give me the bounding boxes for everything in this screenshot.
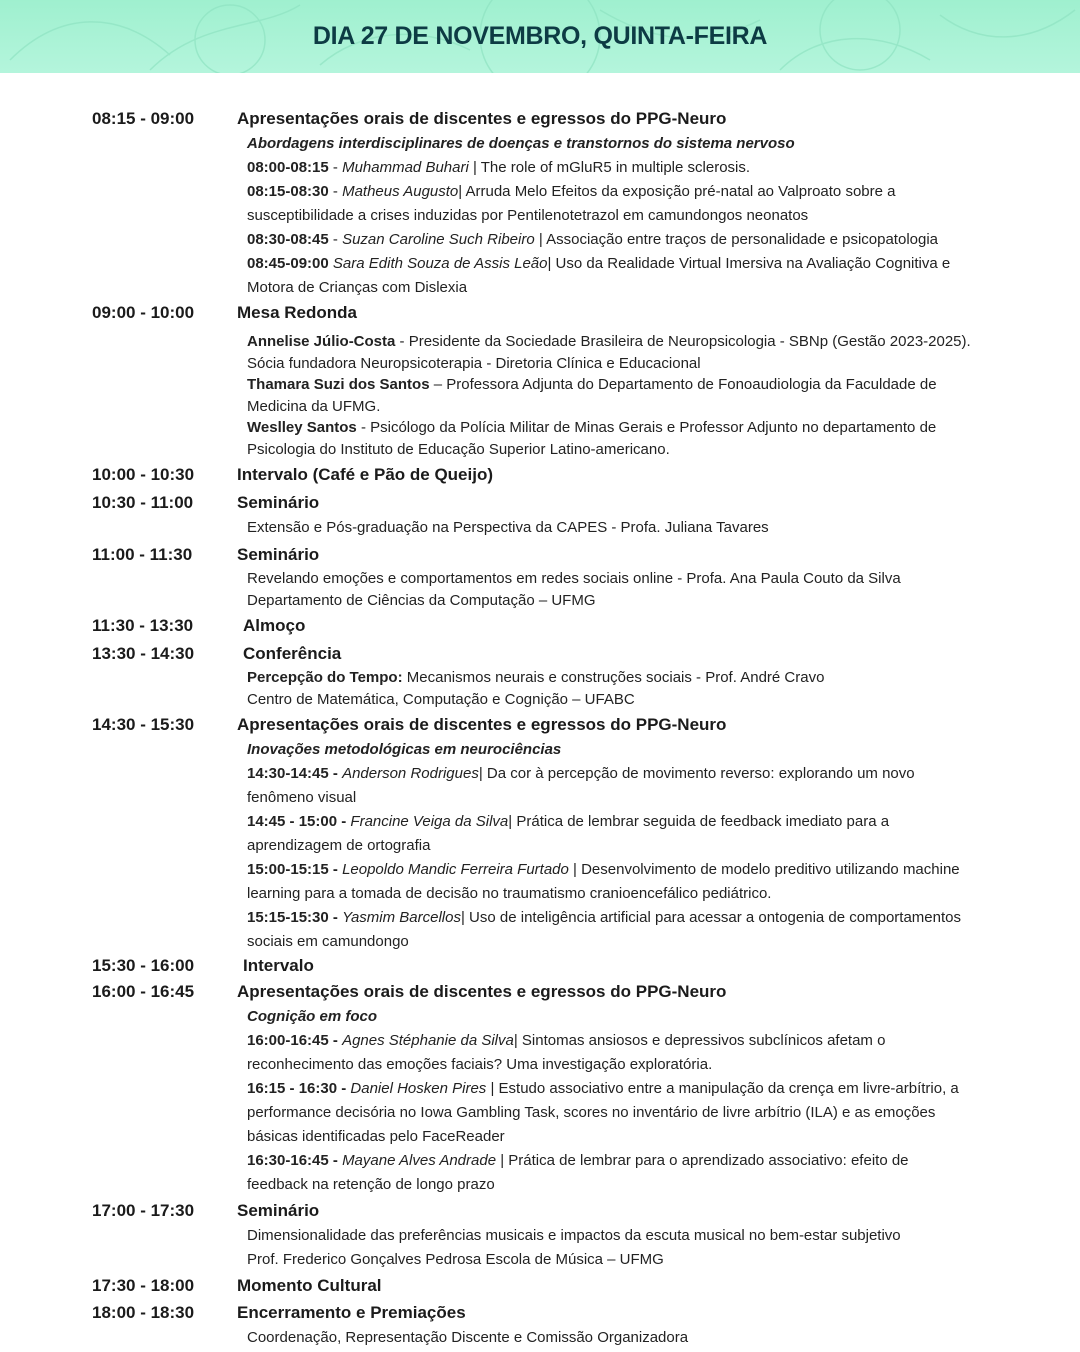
session-time: 09:00 - 10:00	[92, 303, 195, 322]
session-lunch	[0, 613, 1080, 641]
panelist-item: Weslley Santos - Psicólogo da Polícia Militar de Minas Gerais e Professor Adjunto no departamento de Psicologia do Instituto de Educação Superior Latino-americano.	[247, 419, 937, 458]
session-affiliation: Prof. Frederico Gonçalves Pedrosa Escola de Música – UFMG	[247, 1251, 664, 1268]
session-title: Intervalo	[243, 956, 314, 975]
talk-item: 16:30-16:45 - Mayane Alves Andrade | Prática de lembrar para o aprendizado associativo: efeito de feedback na retenção de longo prazo	[247, 1152, 909, 1193]
talk-item: 08:30-08:45 - Suzan Caroline Such Ribeiro | Associação entre traços de personalidade e psicopatologia	[247, 231, 939, 248]
panelist-item: Annelise Júlio-Costa - Presidente da Sociedade Brasileira de Neuropsicologia - SBNp (Gestão 2023-2025). Sócia fundadora Neuropsicoterapia - Diretoria Clínica e Educacional	[247, 333, 971, 372]
session-oral-1	[0, 106, 1080, 298]
session-title: Apresentações orais de discentes e egressos do PPG-Neuro	[237, 982, 727, 1001]
session-time: 10:00 - 10:30	[92, 465, 195, 484]
session-title: Almoço	[243, 616, 306, 635]
session-break-coffee	[0, 462, 1080, 490]
session-title: Seminário	[237, 493, 320, 512]
session-time: 17:30 - 18:00	[92, 1276, 195, 1295]
session-title: Seminário	[237, 1201, 320, 1220]
session-time: 18:00 - 18:30	[92, 1303, 195, 1322]
talk-item: 16:15 - 16:30 - Daniel Hosken Pires | Estudo associativo entre a manipulação da crença em livre-arbítrio, a performance decisória no Iowa Gambling Task, scores no inventário de livre arbítrio (ILA) e as emoções básicas identificadas pelo FaceReader	[247, 1080, 959, 1145]
session-conference	[0, 641, 1080, 712]
talk-item: 08:15-08:30 - Matheus Augusto| Arruda Melo Efeitos da exposição pré-natal ao Valproato sobre a susceptibilidade a crises induzidas por Pentilenotetrazol em camundongos neonatos	[247, 183, 896, 224]
session-time: 15:30 - 16:00	[92, 956, 195, 975]
session-closing	[0, 1300, 1080, 1352]
header-banner	[0, 0, 1080, 73]
page-title: DIA 27 DE NOVEMBRO, QUINTA-FEIRA	[312, 22, 768, 50]
session-title: Apresentações orais de discentes e egressos do PPG-Neuro	[237, 109, 727, 128]
session-time: 16:00 - 16:45	[92, 982, 195, 1001]
session-affiliation: Departamento de Ciências da Computação – UFMG	[247, 591, 596, 609]
session-title: Conferência	[243, 644, 342, 663]
session-time: 17:00 - 17:30	[92, 1201, 195, 1220]
session-description: Dimensionalidade das preferências musicais e impactos da escuta musical no bem-estar subjetivo	[247, 1227, 901, 1244]
session-description: Extensão e Pós-graduação na Perspectiva da CAPES - Profa. Juliana Tavares	[247, 519, 769, 536]
session-title: Seminário	[237, 545, 320, 564]
session-oral-3	[0, 979, 1080, 1198]
session-title: Mesa Redonda	[237, 303, 357, 322]
session-break	[0, 953, 1080, 979]
session-title: Intervalo (Café e Pão de Queijo)	[237, 465, 494, 484]
session-description: Revelando emoções e comportamentos em redes sociais online - Profa. Ana Paula Couto da Silva	[247, 570, 901, 587]
session-title: Apresentações orais de discentes e egressos do PPG-Neuro	[237, 715, 727, 734]
session-subtitle: Inovações metodológicas em neurociências	[247, 741, 562, 758]
session-subtitle: Abordagens interdisciplinares de doenças e transtornos do sistema nervoso	[247, 135, 795, 152]
session-time: 11:00 - 11:30	[92, 545, 193, 564]
talk-item: 15:15-15:30 - Yasmim Barcellos| Uso de inteligência artificial para acessar a ontogenia de comportamentos sociais em camundongo	[247, 909, 961, 950]
panelist-item: Thamara Suzi dos Santos – Professora Adjunta do Departamento de Fonoaudiologia da Faculdade de Medicina da UFMG.	[247, 376, 937, 415]
session-affiliation: Centro de Matemática, Computação e Cognição – UFABC	[247, 690, 635, 708]
session-description: Coordenação, Representação Discente e Comissão Organizadora	[247, 1329, 689, 1346]
talk-item: 08:45-09:00 Sara Edith Souza de Assis Leão| Uso da Realidade Virtual Imersiva na Avaliação Cognitiva e Motora de Crianças com Dislexia	[247, 255, 951, 296]
session-time: 13:30 - 14:30	[92, 644, 195, 663]
session-seminar-1	[0, 490, 1080, 542]
session-seminar-3	[0, 1198, 1080, 1273]
session-cultural	[0, 1273, 1080, 1300]
session-description: Percepção do Tempo: Mecanismos neurais e construções sociais - Prof. André Cravo	[247, 669, 825, 686]
talk-item: 08:00-08:15 - Muhammad Buhari | The role of mGluR5 in multiple sclerosis.	[247, 159, 751, 176]
talk-item: 14:45 - 15:00 - Francine Veiga da Silva| Prática de lembrar seguida de feedback imediato para a aprendizagem de ortografia	[247, 813, 890, 854]
schedule	[0, 106, 1080, 1352]
session-subtitle: Cognição em foco	[247, 1008, 378, 1025]
talk-item: 14:30-14:45 - Anderson Rodrigues| Da cor à percepção de movimento reverso: explorando um novo fenômeno visual	[247, 765, 915, 806]
session-oral-2	[0, 712, 1080, 953]
session-seminar-2	[0, 542, 1080, 613]
session-time: 14:30 - 15:30	[92, 715, 195, 734]
session-time: 08:15 - 09:00	[92, 109, 195, 128]
session-title: Momento Cultural	[237, 1276, 382, 1295]
talk-item: 16:00-16:45 - Agnes Stéphanie da Silva| Sintomas ansiosos e depressivos subclínicos afetam o reconhecimento das emoções faciais? Uma investigação exploratória.	[247, 1032, 886, 1073]
session-time: 11:30 - 13:30	[92, 616, 194, 635]
talk-item: 15:00-15:15 - Leopoldo Mandic Ferreira Furtado | Desenvolvimento de modelo preditivo utilizando machine learning para a tomada de decisão no traumatismo cranioencefálico pediátrico.	[247, 861, 960, 902]
session-time: 10:30 - 11:00	[92, 493, 194, 512]
session-round-table	[0, 300, 1080, 462]
session-title: Encerramento e Premiações	[237, 1303, 466, 1322]
